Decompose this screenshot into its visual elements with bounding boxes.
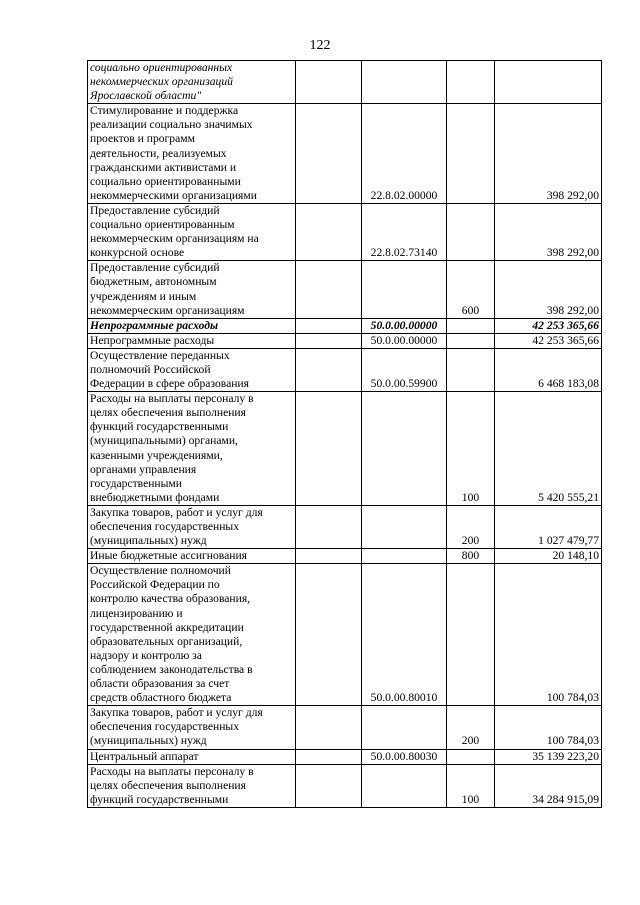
target-article-code (362, 261, 447, 318)
table-row (88, 764, 602, 807)
expense-name-line: функций государственными (90, 792, 229, 806)
expense-type-code (447, 203, 495, 260)
department-cell (296, 261, 362, 318)
amount-cell: 6 468 183,08 (495, 348, 602, 391)
expense-name-line: лицензированию и (90, 606, 183, 620)
department-cell (296, 549, 362, 564)
expense-name-line: деятельности, реализуемых (90, 146, 227, 160)
table-row (88, 392, 602, 506)
expense-name-line: социально ориентированных (90, 61, 233, 74)
budget-table (87, 60, 602, 808)
expense-name-line: функций государственными (90, 420, 229, 434)
department-cell (296, 706, 362, 749)
expense-name-line: целях обеспечения выполнения (90, 778, 246, 792)
expense-type-code: 600 (447, 261, 495, 318)
expense-name-line: Стимулирование и поддержка (90, 104, 239, 118)
budget-table-body (88, 61, 602, 808)
expense-name-line: социально ориентированным (90, 218, 235, 232)
target-article-code: 50.0.00.00000 (362, 318, 447, 333)
target-article-code (362, 61, 447, 104)
table-row (88, 104, 602, 204)
expense-type-code: 800 (447, 549, 495, 564)
expense-name-cell (88, 549, 296, 564)
expense-name-line: (муниципальными) органами, (90, 434, 238, 448)
target-article-code: 50.0.00.80010 (362, 564, 447, 706)
amount-cell: 398 292,00 (495, 203, 602, 260)
target-article-code: 22.8.02.73140 (362, 203, 447, 260)
expense-name-line: Закупка товаров, работ и услуг для (90, 505, 263, 519)
page-number: 122 (309, 38, 331, 53)
table-row (88, 61, 602, 104)
expense-name-line: Предоставление субсидий (90, 261, 220, 275)
target-article-code: 22.8.02.00000 (362, 104, 447, 204)
amount-cell: 42 253 365,66 (495, 318, 602, 333)
target-article-code (362, 392, 447, 506)
expense-name-line: обеспечения государственных (90, 720, 240, 734)
table-row (88, 706, 602, 749)
expense-type-code (447, 564, 495, 706)
amount-cell (495, 61, 602, 104)
expense-name-line: Закупка товаров, работ и услуг для (90, 706, 263, 720)
amount-cell: 1 027 479,77 (495, 505, 602, 548)
expense-name-cell (88, 392, 296, 506)
department-cell (296, 564, 362, 706)
department-cell (296, 348, 362, 391)
amount-cell: 100 784,03 (495, 706, 602, 749)
expense-type-code (447, 318, 495, 333)
table-row (88, 261, 602, 318)
amount-cell: 398 292,00 (495, 104, 602, 204)
expense-name-line: учреждениям и иным (90, 289, 197, 303)
expense-name-line: Расходы на выплаты персоналу в (90, 392, 254, 406)
expense-name-line: соблюдением законодательства в (90, 662, 253, 676)
expense-name-line: некоммерческими организациями (90, 188, 257, 202)
target-article-code (362, 505, 447, 548)
expense-name-line: Иные бюджетные ассигнования (90, 549, 247, 563)
table-row (88, 318, 602, 333)
table-row (88, 549, 602, 564)
expense-name-line: Осуществление полномочий (90, 564, 231, 578)
expense-name-line: Расходы на выплаты персоналу в (90, 764, 254, 778)
expense-name-cell (88, 749, 296, 764)
amount-cell: 35 139 223,20 (495, 749, 602, 764)
expense-name-cell (88, 203, 296, 260)
department-cell (296, 333, 362, 348)
expense-name-line: целях обеспечения выполнения (90, 406, 246, 420)
amount-cell: 100 784,03 (495, 564, 602, 706)
expense-type-code: 200 (447, 706, 495, 749)
department-cell (296, 505, 362, 548)
expense-name-cell (88, 564, 296, 706)
table-row (88, 564, 602, 706)
expense-name-line: бюджетным, автономным (90, 275, 217, 289)
expense-name-line: гражданскими активистами и (90, 160, 237, 174)
expense-name-line: конкурсной основе (90, 246, 185, 260)
target-article-code (362, 764, 447, 807)
expense-name-line: контролю качества образования, (90, 592, 251, 606)
expense-name-line: Непрограммные расходы (90, 333, 215, 347)
amount-cell: 20 148,10 (495, 549, 602, 564)
department-cell (296, 203, 362, 260)
expense-type-code (447, 333, 495, 348)
expense-name-line: государственными (90, 476, 182, 490)
expense-name-line: обеспечения государственных (90, 520, 240, 533)
expense-name-cell (88, 333, 296, 348)
expense-name-line: Ярославской области" (90, 89, 202, 103)
expense-name-line: проектов и программ (90, 132, 195, 146)
target-article-code (362, 706, 447, 749)
expense-type-code: 100 (447, 392, 495, 506)
amount-cell: 34 284 915,09 (495, 764, 602, 807)
expense-name-line: реализации социально значимых (90, 118, 253, 132)
expense-name-line: государственной аккредитации (90, 620, 244, 634)
table-row (88, 348, 602, 391)
department-cell (296, 749, 362, 764)
expense-type-code (447, 749, 495, 764)
expense-name-line: некоммерческим организациям (90, 303, 245, 317)
expense-name-cell (88, 505, 296, 548)
target-article-code: 50.0.00.00000 (362, 333, 447, 348)
expense-name-cell (88, 261, 296, 318)
expense-name-line: надзору и контролю за (90, 648, 202, 662)
department-cell (296, 318, 362, 333)
expense-type-code: 200 (447, 505, 495, 548)
expense-name-line: Центральный аппарат (90, 749, 199, 763)
department-cell (296, 392, 362, 506)
expense-name-cell (88, 318, 296, 333)
expense-name-line: социально ориентированными (90, 174, 241, 188)
expense-name-line: органами управления (90, 462, 197, 476)
department-cell (296, 61, 362, 104)
expense-name-line: полномочий Российской (90, 362, 211, 376)
table-row (88, 505, 602, 548)
expense-name-line: некоммерческим организациям на (90, 232, 259, 246)
expense-name-line: (муниципальных) нужд (90, 734, 207, 748)
expense-name-line: казенными учреждениями, (90, 448, 223, 462)
expense-name-cell (88, 348, 296, 391)
expense-name-line: средств областного бюджета (90, 691, 232, 705)
target-article-code: 50.0.00.80030 (362, 749, 447, 764)
amount-cell: 398 292,00 (495, 261, 602, 318)
amount-cell: 42 253 365,66 (495, 333, 602, 348)
amount-cell: 5 420 555,21 (495, 392, 602, 506)
expense-type-code (447, 61, 495, 104)
department-cell (296, 764, 362, 807)
expense-type-code: 100 (447, 764, 495, 807)
expense-name-line: области образования за счет (90, 677, 230, 691)
expense-type-code (447, 348, 495, 391)
expense-name-line: Федерации в сфере образования (90, 377, 249, 391)
target-article-code (362, 549, 447, 564)
expense-name-cell (88, 61, 296, 104)
table-row (88, 333, 602, 348)
expense-name-line: некоммерческих организаций (90, 75, 233, 89)
expense-name-line: Предоставление субсидий (90, 203, 220, 217)
table-row (88, 749, 602, 764)
expense-name-line: Осуществление переданных (90, 348, 230, 362)
expense-type-code (447, 104, 495, 204)
expense-name-line: (муниципальных) нужд (90, 534, 207, 548)
expense-name-line: внебюджетными фондами (90, 490, 220, 504)
expense-name-line: образовательных организаций, (90, 634, 243, 648)
expense-name-cell (88, 706, 296, 749)
expense-name-line: Российской Федерации по (90, 578, 220, 592)
expense-name-cell (88, 104, 296, 204)
table-row (88, 203, 602, 260)
expense-name-cell (88, 764, 296, 807)
department-cell (296, 104, 362, 204)
expense-name-line: Непрограммные расходы (90, 318, 219, 332)
target-article-code: 50.0.00.59900 (362, 348, 447, 391)
